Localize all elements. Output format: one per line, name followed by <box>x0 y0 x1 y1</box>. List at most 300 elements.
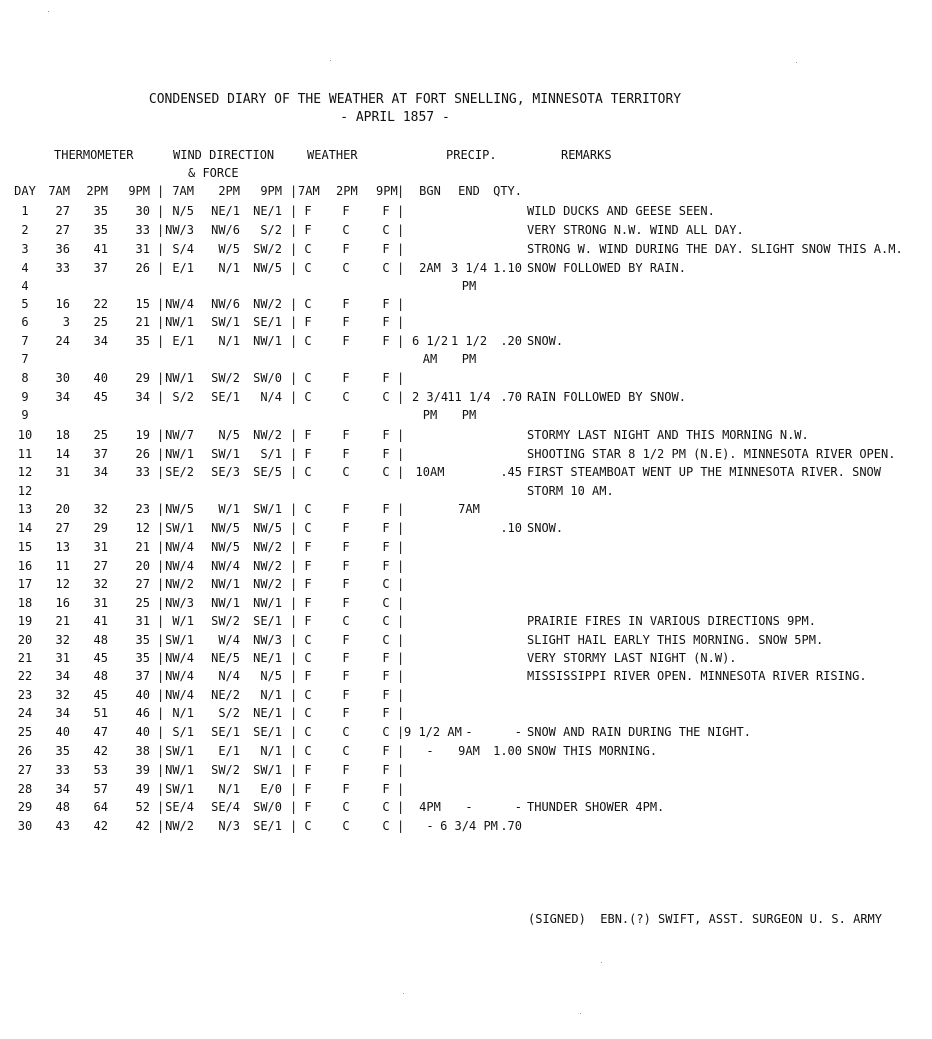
cell-wind-2pm: W/5 <box>218 242 240 256</box>
table-row <box>0 334 932 352</box>
cell-wind-2pm: W/1 <box>218 502 240 516</box>
cell-remarks: SNOW AND RAIN DURING THE NIGHT. <box>527 725 751 739</box>
cell-temp-9pm: 40 <box>135 725 150 739</box>
table-row <box>0 223 932 241</box>
cell-wind-9pm: N/4 <box>260 390 282 404</box>
cell-temp-9pm: 30 <box>135 204 150 218</box>
cell-precip-end: 7AM <box>458 502 480 516</box>
cell-wind-9pm: SE/1 <box>253 819 282 833</box>
table-row <box>0 819 932 837</box>
header-force: & FORCE <box>188 166 239 180</box>
column-separator: | <box>157 577 165 591</box>
column-separator: | <box>397 577 405 591</box>
cell-temp-7am: 18 <box>55 428 70 442</box>
cell-wind-9pm: SE/1 <box>253 614 282 628</box>
table-row <box>0 204 932 222</box>
cell-temp-9pm: 40 <box>135 688 150 702</box>
cell-precip-begin: 2AM <box>419 261 441 275</box>
table-row <box>0 782 932 800</box>
cell-day: 2 <box>21 223 29 237</box>
cell-wind-2pm: N/1 <box>218 261 240 275</box>
cell-wind-9pm: SW/1 <box>253 502 282 516</box>
cell-wind-9pm: SE/5 <box>253 465 282 479</box>
cell-wind-7am: NW/3 <box>165 596 194 610</box>
table-row <box>0 390 932 408</box>
cell-day: 9 <box>21 390 29 404</box>
column-separator: | <box>397 390 405 404</box>
cell-wind-2pm: SE/3 <box>211 465 240 479</box>
table-row <box>0 559 932 577</box>
cell-day: 8 <box>21 371 29 385</box>
column-separator: | <box>397 184 405 198</box>
table-row <box>0 315 932 333</box>
cell-weather-2pm: C <box>342 390 350 404</box>
cell-wind-9pm: SW/2 <box>253 242 282 256</box>
column-separator: | <box>290 428 298 442</box>
cell-weather-2pm: F <box>342 559 350 573</box>
cell-wind-9pm: SE/1 <box>253 315 282 329</box>
column-separator: | <box>290 242 298 256</box>
column-separator: | <box>290 371 298 385</box>
cell-temp-2pm: 48 <box>93 669 108 683</box>
cell-wind-7am: NW/1 <box>165 447 194 461</box>
cell-weather-2pm: F <box>342 669 350 683</box>
cell-weather-9pm: F <box>382 428 390 442</box>
cell-temp-7am: 33 <box>55 261 70 275</box>
cell-wind-9pm: E/0 <box>260 782 282 796</box>
cell-wind-2pm: SE/1 <box>211 390 240 404</box>
cell-wind-9pm: SW/0 <box>253 800 282 814</box>
column-separator: | <box>157 465 165 479</box>
cell-day: 5 <box>21 297 29 311</box>
column-separator: | <box>397 521 405 535</box>
cell-temp-9pm: 38 <box>135 744 150 758</box>
cell-weather-9pm: C <box>382 577 390 591</box>
cell-temp-7am: 24 <box>55 334 70 348</box>
cell-weather-2pm: C <box>342 819 350 833</box>
cell-weather-2pm: F <box>342 540 350 554</box>
cell-weather-2pm: C <box>342 261 350 275</box>
cell-wind-9pm: SW/0 <box>253 371 282 385</box>
column-separator: | <box>290 315 298 329</box>
cell-weather-7am: F <box>304 782 312 796</box>
column-header-end: END <box>458 184 480 198</box>
cell-temp-9pm: 34 <box>135 390 150 404</box>
cell-wind-2pm: S/2 <box>218 706 240 720</box>
cell-weather-7am: C <box>304 390 312 404</box>
cell-wind-2pm: N/4 <box>218 669 240 683</box>
cell-wind-7am: S/4 <box>172 242 194 256</box>
cell-weather-2pm: F <box>342 577 350 591</box>
column-separator: | <box>290 521 298 535</box>
cell-day: 24 <box>17 706 33 720</box>
cell-temp-2pm: 42 <box>93 819 108 833</box>
cell-precip-qty: .70 <box>500 390 522 404</box>
cell-wind-9pm: NE/1 <box>253 706 282 720</box>
table-row <box>0 521 932 539</box>
column-separator: | <box>290 651 298 665</box>
cell-wind-2pm: N/1 <box>218 782 240 796</box>
cell-weather-2pm: F <box>342 521 350 535</box>
cell-temp-9pm: 29 <box>135 371 150 385</box>
cell-temp-7am: 12 <box>55 577 70 591</box>
cell-weather-7am: F <box>304 614 312 628</box>
cell-day: 16 <box>17 559 33 573</box>
cell-precip-begin: 2 3/4 <box>411 390 449 404</box>
cell-weather-2pm: F <box>342 502 350 516</box>
cell-temp-7am: 32 <box>55 688 70 702</box>
cell-weather-9pm: C <box>382 596 390 610</box>
cell-wind-2pm: NE/5 <box>211 651 240 665</box>
cell-day: 28 <box>17 782 33 796</box>
column-header-x2: 2PM <box>336 184 358 198</box>
column-separator: | <box>157 242 165 256</box>
cell-weather-2pm: C <box>342 465 350 479</box>
cell-wind-7am: NW/4 <box>165 559 194 573</box>
header-wind-direction: WIND DIRECTION <box>173 148 275 162</box>
cell-temp-7am: 16 <box>55 596 70 610</box>
cell-wind-2pm: SE/4 <box>211 800 240 814</box>
cell-day: 4 <box>21 261 29 275</box>
cell-temp-7am: 33 <box>55 763 70 777</box>
column-separator: | <box>397 447 405 461</box>
cell-day: 4 <box>21 279 29 293</box>
cell-temp-2pm: 42 <box>93 744 108 758</box>
column-separator: | <box>397 688 405 702</box>
cell-temp-2pm: 35 <box>93 223 108 237</box>
cell-temp-7am: 16 <box>55 297 70 311</box>
cell-wind-9pm: S/1 <box>260 447 282 461</box>
cell-wind-7am: W/1 <box>172 614 194 628</box>
column-separator: | <box>290 819 298 833</box>
cell-weather-9pm: C <box>382 725 390 739</box>
cell-wind-7am: NW/4 <box>165 669 194 683</box>
column-separator: | <box>157 763 165 777</box>
column-separator: | <box>290 390 298 404</box>
cell-precip-begin: AM <box>422 352 438 366</box>
cell-precip-begin: - <box>426 744 434 758</box>
cell-weather-7am: F <box>304 763 312 777</box>
cell-remarks: WILD DUCKS AND GEESE SEEN. <box>527 204 715 218</box>
cell-remarks: STORMY LAST NIGHT AND THIS MORNING N.W. <box>527 428 809 442</box>
cell-wind-9pm: S/2 <box>260 223 282 237</box>
cell-weather-7am: F <box>304 315 312 329</box>
cell-weather-2pm: F <box>342 297 350 311</box>
cell-weather-9pm: F <box>382 706 390 720</box>
cell-wind-2pm: SW/1 <box>211 447 240 461</box>
cell-temp-7am: 34 <box>55 390 70 404</box>
scan-speck <box>403 993 404 994</box>
cell-wind-2pm: NW/6 <box>211 223 240 237</box>
column-separator: | <box>157 669 165 683</box>
cell-wind-2pm: SW/2 <box>211 371 240 385</box>
cell-wind-7am: SE/4 <box>165 800 194 814</box>
cell-day: 10 <box>17 428 33 442</box>
column-separator: | <box>290 669 298 683</box>
column-separator: | <box>157 559 165 573</box>
table-row <box>0 651 932 669</box>
cell-day: 7 <box>21 352 29 366</box>
cell-remarks: SNOW. <box>527 521 564 535</box>
cell-weather-2pm: F <box>342 688 350 702</box>
column-separator: | <box>290 725 298 739</box>
cell-wind-7am: E/1 <box>172 261 194 275</box>
cell-wind-2pm: N/5 <box>218 428 240 442</box>
table-row <box>0 465 932 483</box>
cell-weather-9pm: C <box>382 633 390 647</box>
cell-temp-9pm: 27 <box>135 577 150 591</box>
cell-day: 19 <box>17 614 33 628</box>
column-separator: | <box>397 540 405 554</box>
column-header-t7: 7AM <box>48 184 70 198</box>
cell-remarks: THUNDER SHOWER 4PM. <box>527 800 665 814</box>
cell-weather-9pm: C <box>382 800 390 814</box>
cell-temp-2pm: 25 <box>93 428 108 442</box>
column-separator: | <box>290 688 298 702</box>
cell-temp-7am: 32 <box>55 633 70 647</box>
table-row <box>0 371 932 389</box>
cell-weather-2pm: F <box>342 428 350 442</box>
document-subtitle: - APRIL 1857 - <box>340 110 450 125</box>
cell-wind-7am: NW/1 <box>165 371 194 385</box>
cell-day: 3 <box>21 242 29 256</box>
cell-precip-begin: PM <box>422 408 438 422</box>
cell-day: 23 <box>17 688 33 702</box>
column-header-bgn: BGN <box>419 184 441 198</box>
cell-remarks: PRAIRIE FIRES IN VARIOUS DIRECTIONS 9PM. <box>527 614 816 628</box>
cell-weather-2pm: F <box>342 315 350 329</box>
cell-weather-9pm: F <box>382 763 390 777</box>
cell-day: 9 <box>21 408 29 422</box>
cell-wind-7am: N/5 <box>172 204 194 218</box>
cell-wind-2pm: NW/5 <box>211 540 240 554</box>
cell-temp-9pm: 46 <box>135 706 150 720</box>
cell-temp-9pm: 31 <box>135 242 150 256</box>
cell-remarks: RAIN FOLLOWED BY SNOW. <box>527 390 686 404</box>
cell-wind-9pm: NW/2 <box>253 297 282 311</box>
cell-weather-7am: F <box>304 596 312 610</box>
cell-precip-end: 9AM <box>458 744 480 758</box>
cell-wind-7am: NW/3 <box>165 223 194 237</box>
cell-temp-9pm: 19 <box>135 428 150 442</box>
cell-weather-9pm: F <box>382 447 390 461</box>
cell-wind-7am: SE/2 <box>165 465 194 479</box>
table-row <box>0 447 932 465</box>
cell-weather-2pm: C <box>342 744 350 758</box>
cell-temp-2pm: 57 <box>93 782 108 796</box>
cell-temp-9pm: 12 <box>135 521 150 535</box>
cell-weather-2pm: F <box>342 596 350 610</box>
cell-weather-9pm: C <box>382 614 390 628</box>
column-separator: | <box>290 559 298 573</box>
scan-speck <box>48 11 49 12</box>
cell-temp-7am: 35 <box>55 744 70 758</box>
cell-temp-7am: 13 <box>55 540 70 554</box>
cell-wind-2pm: SW/2 <box>211 763 240 777</box>
cell-weather-7am: C <box>304 371 312 385</box>
table-row <box>0 614 932 632</box>
cell-wind-2pm: N/1 <box>218 334 240 348</box>
header-remarks: REMARKS <box>561 148 612 162</box>
cell-temp-7am: 40 <box>55 725 70 739</box>
cell-temp-2pm: 41 <box>93 614 108 628</box>
table-row <box>0 242 932 260</box>
cell-wind-2pm: SW/1 <box>211 315 240 329</box>
column-separator: | <box>290 204 298 218</box>
cell-wind-7am: SW/1 <box>165 633 194 647</box>
table-row <box>0 297 932 315</box>
cell-wind-7am: NW/2 <box>165 819 194 833</box>
column-separator: | <box>290 334 298 348</box>
cell-weather-2pm: F <box>342 371 350 385</box>
cell-weather-2pm: F <box>342 204 350 218</box>
cell-wind-9pm: NE/1 <box>253 651 282 665</box>
cell-day: 12 <box>17 465 33 479</box>
cell-temp-7am: 43 <box>55 819 70 833</box>
cell-weather-7am: C <box>304 706 312 720</box>
table-row <box>0 502 932 520</box>
cell-wind-7am: NW/1 <box>165 315 194 329</box>
cell-weather-2pm: F <box>342 447 350 461</box>
cell-wind-9pm: N/1 <box>260 688 282 702</box>
column-separator: | <box>397 669 405 683</box>
cell-wind-2pm: NW/1 <box>211 596 240 610</box>
column-separator: | <box>157 633 165 647</box>
cell-precip-end: 11 1/4 <box>447 390 491 404</box>
table-row <box>0 706 932 724</box>
table-row-continuation <box>0 279 932 297</box>
cell-remarks: STRONG W. WIND DURING THE DAY. SLIGHT SNOW THIS A.M. <box>527 242 903 256</box>
column-separator: | <box>397 596 405 610</box>
cell-wind-7am: NW/4 <box>165 297 194 311</box>
cell-wind-9pm: N/5 <box>260 669 282 683</box>
cell-weather-7am: F <box>304 669 312 683</box>
cell-temp-7am: 27 <box>55 223 70 237</box>
cell-precip-qty: .70 <box>500 819 522 833</box>
cell-day: 30 <box>17 819 33 833</box>
cell-remarks: SNOW THIS MORNING. <box>527 744 658 758</box>
cell-day: 1 <box>21 204 29 218</box>
cell-day: 22 <box>17 669 33 683</box>
cell-weather-9pm: F <box>382 688 390 702</box>
cell-temp-2pm: 27 <box>93 559 108 573</box>
cell-weather-7am: C <box>304 725 312 739</box>
column-separator: | <box>397 334 405 348</box>
column-separator: | <box>397 559 405 573</box>
cell-wind-7am: S/1 <box>172 725 194 739</box>
cell-wind-7am: NW/1 <box>165 763 194 777</box>
cell-wind-9pm: NW/5 <box>253 521 282 535</box>
cell-temp-2pm: 45 <box>93 390 108 404</box>
cell-weather-7am: C <box>304 651 312 665</box>
cell-wind-7am: SW/1 <box>165 782 194 796</box>
cell-temp-7am: 14 <box>55 447 70 461</box>
cell-weather-2pm: C <box>342 614 350 628</box>
cell-wind-7am: SW/1 <box>165 744 194 758</box>
column-header-day: DAY <box>14 184 36 198</box>
cell-temp-2pm: 41 <box>93 242 108 256</box>
column-separator: | <box>290 800 298 814</box>
cell-temp-2pm: 35 <box>93 204 108 218</box>
cell-weather-9pm: F <box>382 669 390 683</box>
cell-wind-7am: N/1 <box>172 706 194 720</box>
cell-weather-2pm: F <box>342 633 350 647</box>
table-row <box>0 577 932 595</box>
cell-wind-2pm: NE/1 <box>211 204 240 218</box>
column-separator: | <box>157 521 165 535</box>
cell-temp-2pm: 48 <box>93 633 108 647</box>
column-separator: | <box>157 706 165 720</box>
cell-temp-7am: 34 <box>55 782 70 796</box>
cell-remarks: VERY STRONG N.W. WIND ALL DAY. <box>527 223 744 237</box>
cell-temp-7am: 36 <box>55 242 70 256</box>
column-separator: | <box>397 242 405 256</box>
cell-wind-9pm: NW/1 <box>253 334 282 348</box>
cell-temp-9pm: 39 <box>135 763 150 777</box>
column-separator: | <box>397 782 405 796</box>
cell-wind-2pm: NW/4 <box>211 559 240 573</box>
header-weather: WEATHER <box>307 148 358 162</box>
cell-temp-9pm: 26 <box>135 261 150 275</box>
table-row <box>0 800 932 818</box>
cell-temp-7am: 21 <box>55 614 70 628</box>
cell-wind-2pm: NW/5 <box>211 521 240 535</box>
column-separator: | <box>290 633 298 647</box>
cell-temp-2pm: 37 <box>93 447 108 461</box>
cell-weather-7am: F <box>304 428 312 442</box>
cell-temp-7am: 34 <box>55 669 70 683</box>
cell-weather-7am: C <box>304 744 312 758</box>
document-title: CONDENSED DIARY OF THE WEATHER AT FORT SNELLING, MINNESOTA TERRITORY <box>148 92 682 107</box>
column-separator: | <box>157 428 165 442</box>
cell-day: 17 <box>17 577 33 591</box>
scan-speck <box>601 962 602 963</box>
cell-precip-begin: 6 1/2 <box>411 334 449 348</box>
cell-wind-7am: E/1 <box>172 334 194 348</box>
column-separator: | <box>157 204 165 218</box>
cell-day: 14 <box>17 521 33 535</box>
cell-weather-7am: C <box>304 297 312 311</box>
cell-weather-9pm: F <box>382 242 390 256</box>
table-row <box>0 744 932 762</box>
cell-temp-9pm: 49 <box>135 782 150 796</box>
cell-temp-2pm: 32 <box>93 577 108 591</box>
cell-wind-2pm: SW/2 <box>211 614 240 628</box>
cell-remarks: SNOW FOLLOWED BY RAIN. <box>527 261 686 275</box>
cell-weather-7am: C <box>304 242 312 256</box>
column-separator: | <box>397 800 405 814</box>
cell-day: 7 <box>21 334 29 348</box>
cell-wind-7am: NW/7 <box>165 428 194 442</box>
column-separator: | <box>290 540 298 554</box>
column-separator: | <box>157 184 165 198</box>
column-separator: | <box>397 204 405 218</box>
cell-wind-9pm: N/1 <box>260 744 282 758</box>
cell-temp-9pm: 26 <box>135 447 150 461</box>
cell-wind-2pm: W/4 <box>218 633 240 647</box>
column-separator: | <box>290 223 298 237</box>
cell-remarks: VERY STORMY LAST NIGHT (N.W). <box>527 651 737 665</box>
column-separator: | <box>157 371 165 385</box>
cell-day: 15 <box>17 540 33 554</box>
cell-weather-2pm: F <box>342 763 350 777</box>
column-header-w7: 7AM <box>172 184 194 198</box>
cell-wind-7am: NW/4 <box>165 651 194 665</box>
cell-weather-9pm: F <box>382 744 390 758</box>
cell-temp-9pm: 33 <box>135 465 150 479</box>
header-thermometer: THERMOMETER <box>54 148 134 162</box>
column-separator: | <box>157 782 165 796</box>
